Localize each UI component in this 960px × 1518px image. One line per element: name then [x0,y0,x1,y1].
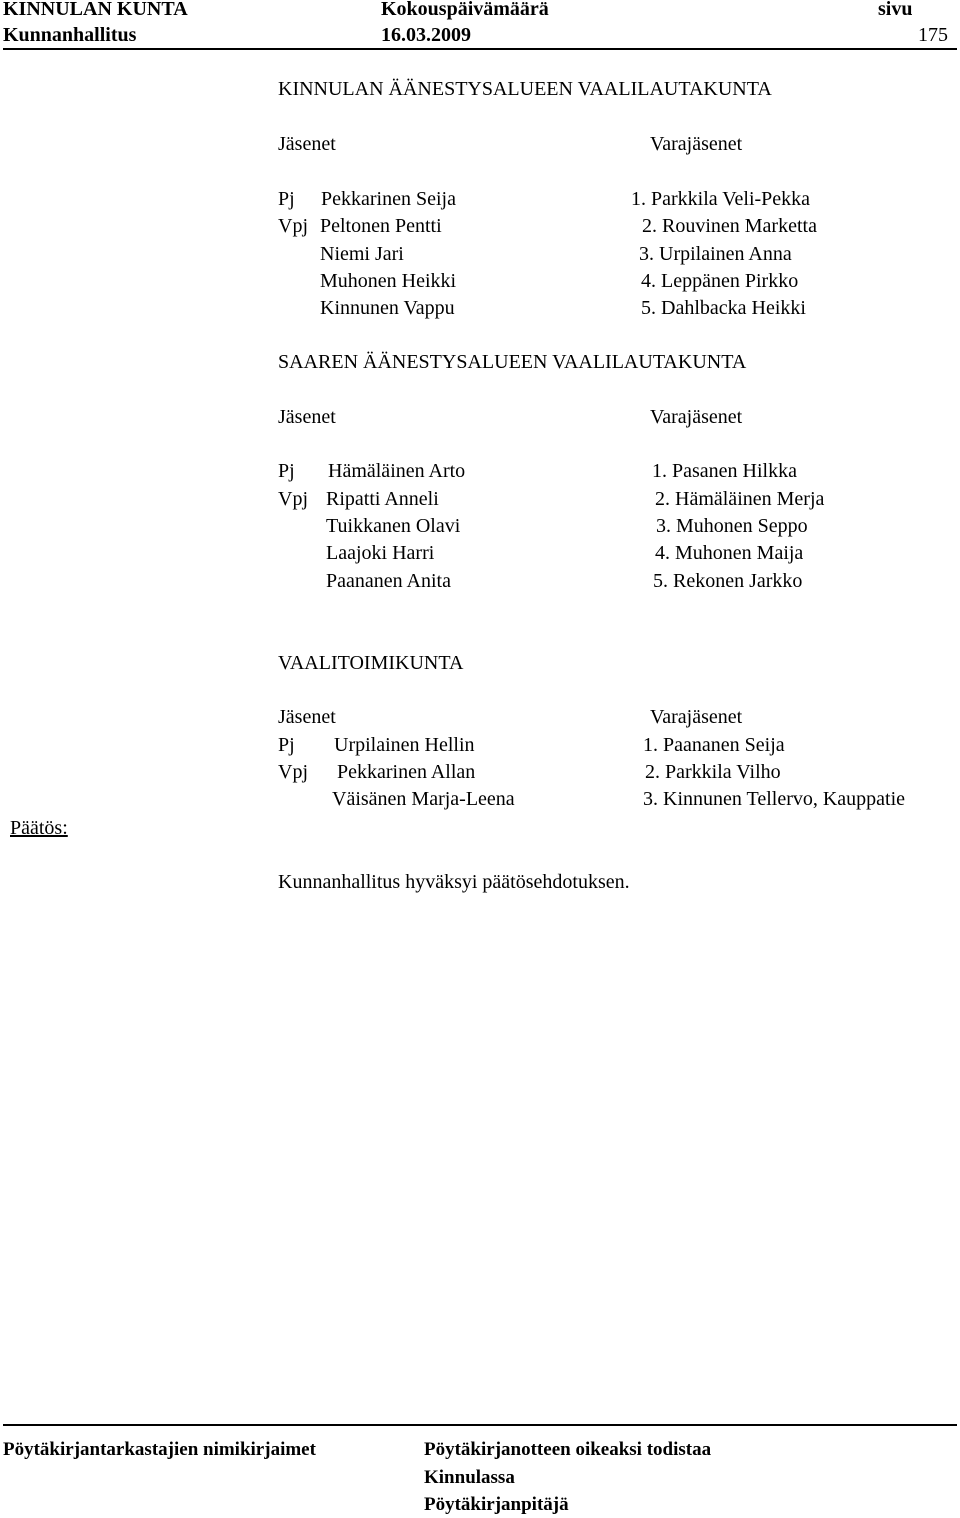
member-name: Pekkarinen Seija [321,188,456,210]
decision-label: Päätös: [10,817,68,839]
member-name: Ripatti Anneli [326,488,439,510]
deputy-name: 5. Dahlbacka Heikki [641,297,806,319]
member-name: Niemi Jari [320,243,404,265]
deputy-name: 2. Hämäläinen Merja [655,488,825,510]
role-label: Vpj [278,488,308,510]
certification-place: Kinnulassa [424,1467,515,1488]
meeting-date-label: Kokouspäivämäärä [381,0,549,20]
deputy-name: 4. Leppänen Pirkko [641,270,799,292]
role-label: Vpj [278,215,308,237]
member-name: Kinnunen Vappu [320,297,455,319]
role-label: Vpj [278,761,308,783]
deputy-name: 5. Rekonen Jarkko [653,570,803,592]
decision-text: Kunnanhallitus hyväksyi päätösehdotuksen. [278,871,630,893]
municipality-name: KINNULAN KUNTA [3,0,188,20]
members-heading: Jäsenet [278,706,336,728]
deputy-name: 4. Muhonen Maija [655,542,804,564]
page-number: 175 [918,24,948,46]
member-name: Peltonen Pentti [320,215,442,237]
deputy-name: 3. Kinnunen Tellervo, Kauppatie [643,788,906,810]
member-name: Laajoki Harri [326,542,435,564]
section-title: VAALITOIMIKUNTA [278,652,464,674]
role-label: Pj [278,460,295,482]
members-heading: Jäsenet [278,133,336,155]
minute-keeper-label: Pöytäkirjanpitäjä [424,1494,569,1515]
deputy-name: 1. Parkkila Veli-Pekka [631,188,811,210]
member-name: Muhonen Heikki [320,270,457,292]
deputy-name: 3. Muhonen Seppo [656,515,808,537]
deputies-heading: Varajäsenet [650,706,743,728]
member-name: Tuikkanen Olavi [326,515,461,537]
section-title: KINNULAN ÄÄNESTYSALUEEN VAALILAUTAKUNTA [278,78,772,100]
footer-divider [3,1424,957,1426]
member-name: Väisänen Marja-Leena [332,788,515,810]
members-heading: Jäsenet [278,406,336,428]
role-label: Pj [278,734,295,756]
member-name: Pekkarinen Allan [337,761,476,783]
section-title: SAAREN ÄÄNESTYSALUEEN VAALILAUTAKUNTA [278,351,747,373]
page-label: sivu [878,0,913,20]
certification-label: Pöytäkirjanotteen oikeaksi todistaa [424,1439,712,1460]
deputy-name: 2. Parkkila Vilho [645,761,781,783]
deputy-name: 3. Urpilainen Anna [639,243,792,265]
deputy-name: 1. Paananen Seija [643,734,785,756]
member-name: Paananen Anita [326,570,451,592]
member-name: Urpilainen Hellin [334,734,475,756]
body-name: Kunnanhallitus [3,24,137,46]
inspectors-initials-label: Pöytäkirjantarkastajien nimikirjaimet [3,1439,316,1460]
deputy-name: 1. Pasanen Hilkka [652,460,797,482]
deputies-heading: Varajäsenet [650,133,743,155]
deputies-heading: Varajäsenet [650,406,743,428]
header-divider [3,48,957,50]
deputy-name: 2. Rouvinen Marketta [642,215,817,237]
meeting-date: 16.03.2009 [381,24,471,46]
role-label: Pj [278,188,295,210]
member-name: Hämäläinen Arto [328,460,466,482]
